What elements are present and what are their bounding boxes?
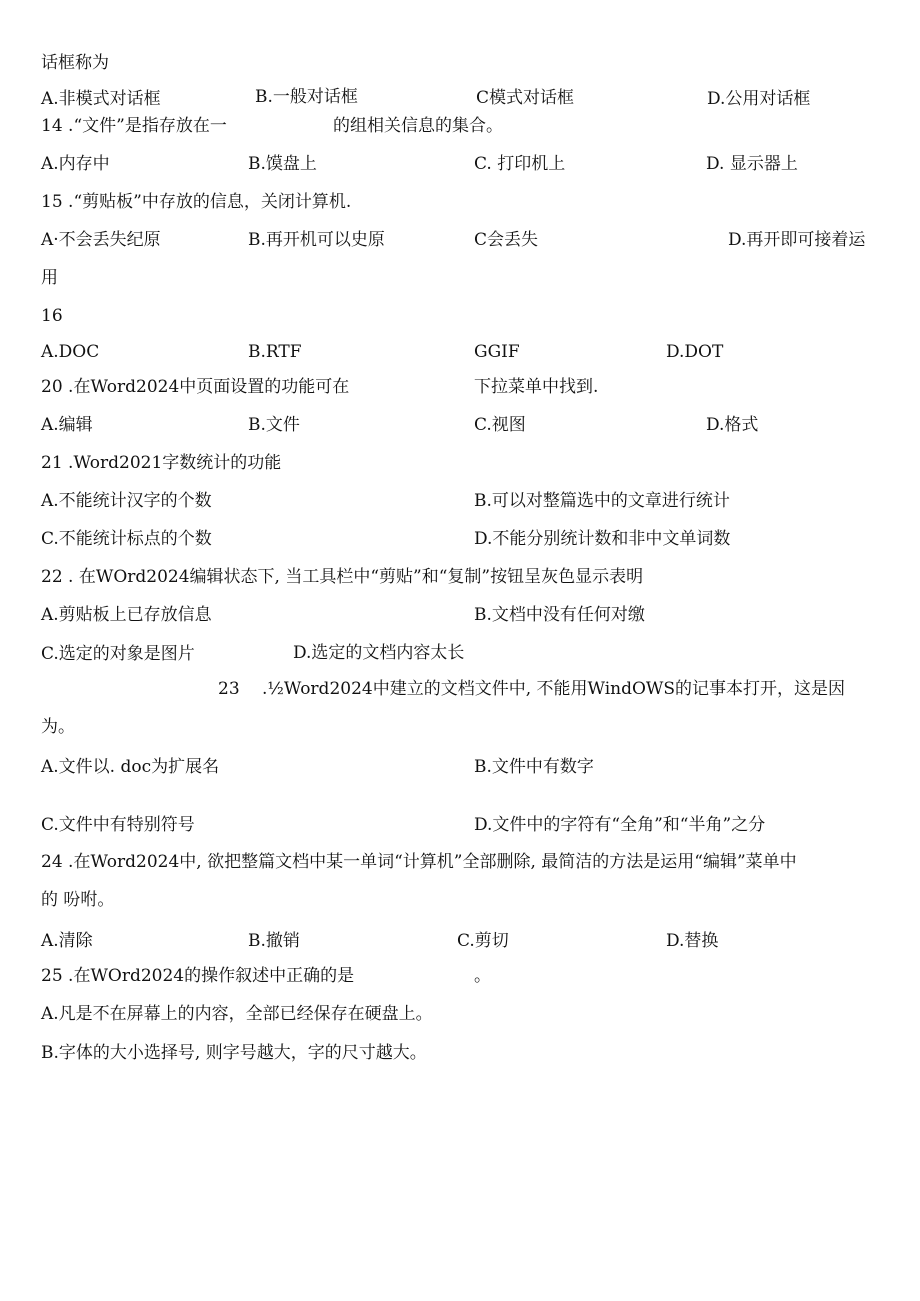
question-21: 21 .Word2021字数统计的功能 — [41, 453, 282, 473]
question-24-cont: 的 吩咐。 — [41, 890, 115, 910]
option-b: B.RTF — [248, 342, 302, 362]
option-d: D.替换 — [666, 931, 719, 951]
option-a: A.内存中 — [41, 154, 110, 174]
option-d: D.再开即可接着运 — [728, 230, 866, 250]
option-c: C模式对话框 — [476, 88, 575, 108]
question-23-cont: 为。 — [41, 717, 75, 737]
option-c: C会丢失 — [474, 230, 539, 250]
option-b: B.撤销 — [248, 931, 300, 951]
option-b: B.一般对话框 — [255, 87, 358, 107]
question-14: 14 .“文件”是指存放在一 — [41, 116, 227, 136]
question-20-cont: 下拉菜单中找到. — [474, 377, 599, 397]
option-c: C.选定的对象是图片 — [41, 644, 195, 664]
option-c: C.视图 — [474, 415, 526, 435]
option-b: B.文件中有数字 — [474, 757, 594, 777]
option-a: A.剪贴板上已存放信息 — [41, 605, 212, 625]
option-d: D. 显示器上 — [706, 154, 798, 174]
option-d: D.格式 — [706, 415, 759, 435]
option-d: D.文件中的字符有“全角”和“半角”之分 — [474, 815, 766, 835]
option-d: D.DOT — [666, 342, 724, 362]
question-23-number: 23 — [218, 679, 240, 699]
option-d: D.选定的文档内容太长 — [293, 643, 465, 663]
option-a: A.清除 — [41, 931, 93, 951]
question-25-cont: 。 — [474, 966, 491, 986]
option-c: C.文件中有特别符号 — [41, 815, 195, 835]
option-a: A·不会丢失纪原 — [41, 230, 161, 250]
option-c: GGIF — [474, 342, 520, 362]
question-16: 16 — [41, 306, 63, 326]
option-c: C. 打印机上 — [474, 154, 566, 174]
option-c: C.剪切 — [457, 931, 509, 951]
question-25: 25 .在WOrd2024的操作叙述中正确的是 — [41, 966, 355, 986]
option-b: B.馍盘上 — [248, 154, 317, 174]
question-24: 24 .在Word2024中, 欲把整篇文档中某一单词“计算机”全部删除, 最简洁的方法是运用“编辑”菜单中 — [41, 852, 797, 872]
option-a: A.编辑 — [41, 415, 93, 435]
option-b: B.文件 — [248, 415, 300, 435]
question-20: 20 .在Word2024中页面设置的功能可在 — [41, 377, 350, 397]
option-a: A.非模式对话框 — [41, 89, 161, 109]
option-d: D.公用对话框 — [707, 89, 811, 109]
question-23: .½Word2024中建立的文档文件中, 不能用WindOWS的记事本打开，这是因 — [262, 679, 846, 699]
option-d: D.不能分别统计数和非中文单词数 — [474, 529, 731, 549]
question-15: 15 .“剪贴板”中存放的信息，关闭计算机. — [41, 192, 352, 212]
question-22: 22 . 在WOrd2024编辑状态下, 当工具栏中“剪贴”和“复制”按钮呈灰色显示表明 — [41, 567, 644, 587]
option-b: B.可以对整篇选中的文章进行统计 — [474, 491, 730, 511]
option-c: C.不能统计标点的个数 — [41, 529, 212, 549]
option-b: B.字体的大小选择号, 则字号越大，字的尺寸越大。 — [41, 1043, 427, 1063]
question-14-cont: 的组相关信息的集合。 — [333, 116, 503, 136]
option-b: B.文档中没有任何对缴 — [474, 605, 645, 625]
text-line: 话框称为 — [41, 53, 109, 73]
option-b: B.再开机可以史原 — [248, 230, 385, 250]
option-a: A.凡是不在屏幕上的内容，全部已经保存在硬盘上。 — [41, 1004, 433, 1024]
option-a: A.DOC — [41, 342, 100, 362]
option-a: A.文件以. doc为扩展名 — [41, 757, 220, 777]
option-d-cont: 用 — [41, 268, 58, 288]
option-a: A.不能统计汉字的个数 — [41, 491, 212, 511]
